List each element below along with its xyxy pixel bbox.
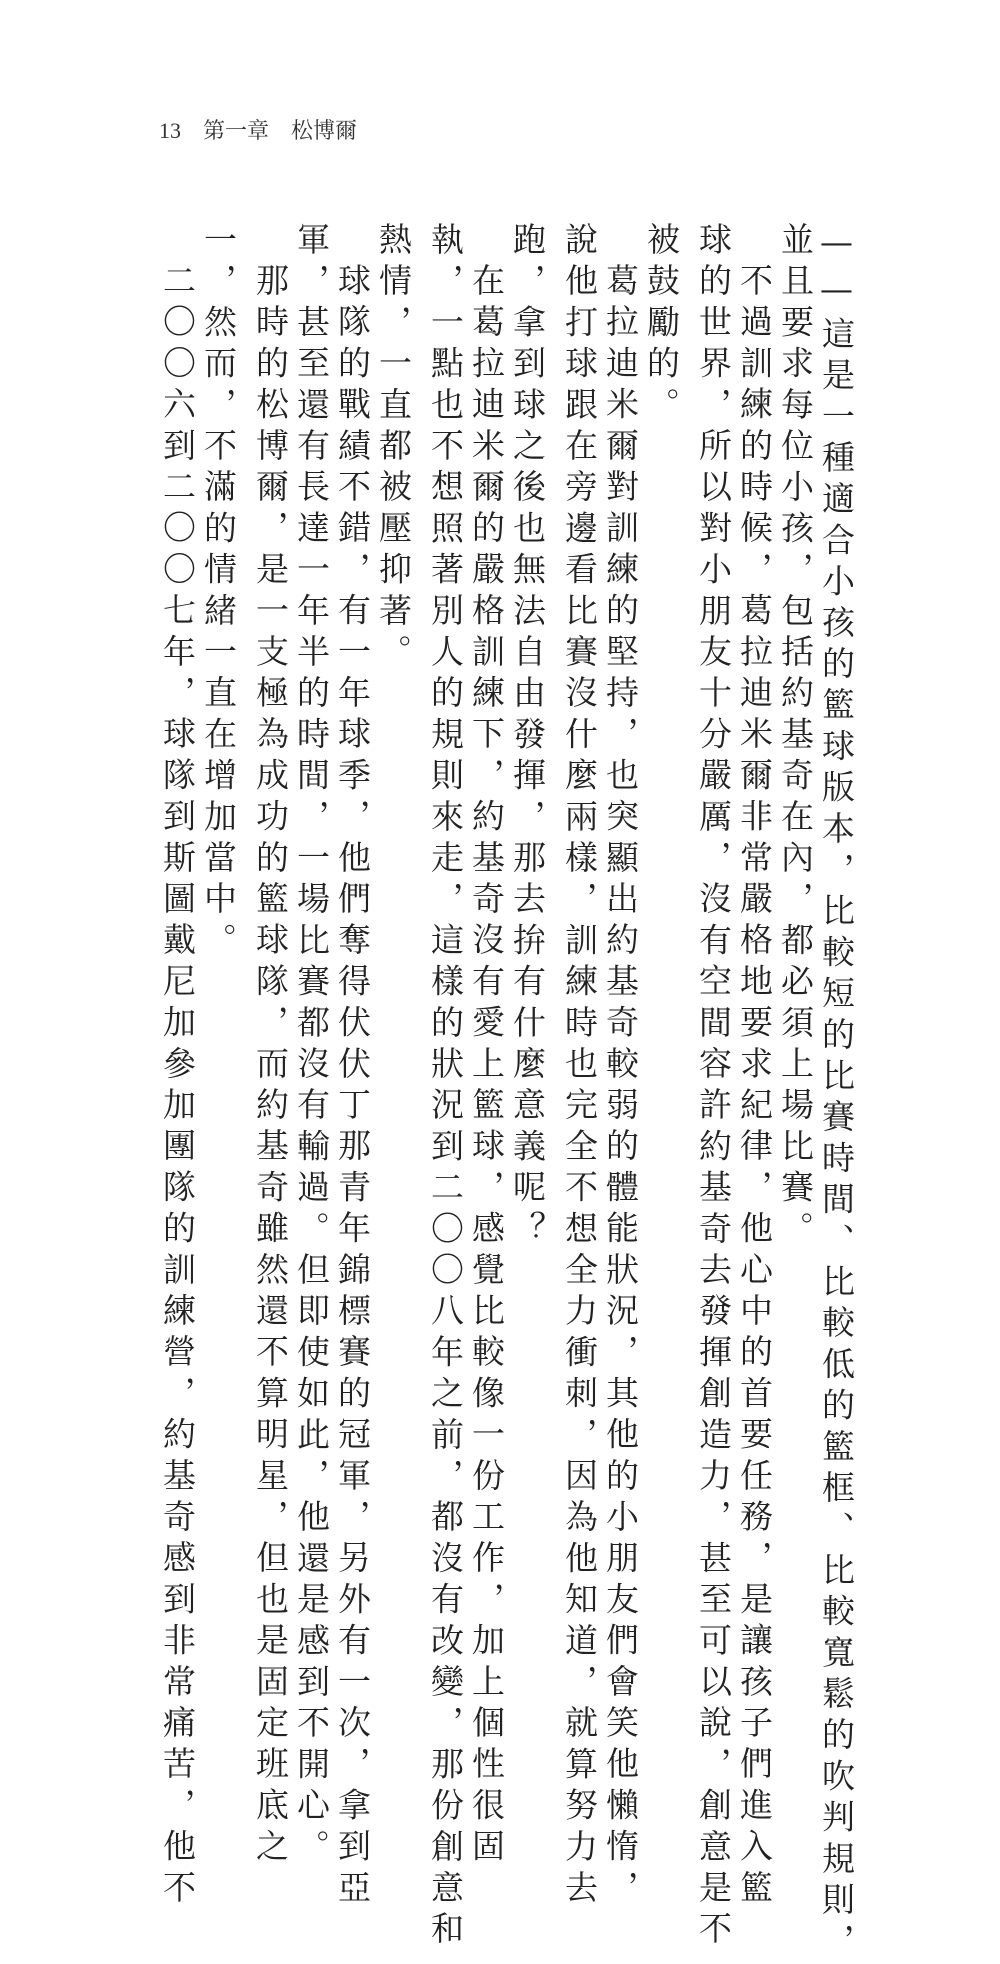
text-line: 在葛拉迪米爾的嚴格訓練下，約基奇沒有愛上籃球，感覺比較像一份工作，加上個性很固 xyxy=(467,263,506,1870)
text-line: 跑，拿到球之後也無法自由發揮，那去拚有什麼意義呢？ xyxy=(508,222,547,1252)
text-line: 球的世界，所以對小朋友十分嚴厲，沒有空間容許約基奇去發揮創造力，甚至可以說，創意是不 xyxy=(694,222,733,1953)
text-line: 執，一點也不想照著別人的規則來走，這樣的狀況到二〇〇八年之前，都沒有改變，那份創意和 xyxy=(426,222,465,1953)
text-line: 葛拉迪米爾對訓練的堅持，也突顯出約基奇較弱的體能狀況，其他的小朋友們會笑他懶惰， xyxy=(601,263,640,1911)
chapter-label: 第一章 xyxy=(203,118,270,143)
text-line: 並且要求每位小孩，包括約基奇在內，都必須上場比賽。 xyxy=(776,222,815,1252)
text-line: 不過訓練的時候，葛拉迪米爾非常嚴格地要求紀律，他心中的首要任務，是讓孩子們進入籃 xyxy=(735,263,774,1911)
text-line: 一，然而，不滿的情緒一直在增加當中。 xyxy=(199,222,238,964)
text-line: 球隊的戰績不錯，有一年球季，他們奪得伏伏丁那青年錦標賽的冠軍，另外有一次，拿到亞 xyxy=(333,263,372,1911)
paragraph-7 xyxy=(157,222,198,1911)
paragraph-5 xyxy=(291,222,373,1911)
paragraph-2 xyxy=(641,222,775,1953)
running-header xyxy=(148,88,379,145)
text-line: 二〇〇六到二〇〇七年，球隊到斯圖戴尼加參加團隊的訓練營，約基奇感到非常痛苦，他不 xyxy=(158,263,197,1911)
text-line: 軍，甚至還有長達一年半的時間，一場比賽都沒有輸過。但即使如此，他還是感到不開心。 xyxy=(292,222,331,1870)
chapter-title: 松博爾 xyxy=(291,118,358,143)
text-line: 被鼓勵的。 xyxy=(642,222,681,428)
text-line: 熱情，一直都被壓抑著。 xyxy=(374,222,413,676)
text-line: 說他打球跟在旁邊看比賽沒什麼兩樣，訓練時也完全不想全力衝刺，因為他知道，就算努力去 xyxy=(560,222,599,1912)
page-number: 13 xyxy=(159,118,181,143)
text-line: ——這是一種適合小孩的籃球版本，比較短的比賽時間、比較低的籃框、比較寬鬆的吹判規則， xyxy=(817,222,856,1964)
text-line: 那時的松博爾，是一支極為成功的籃球隊，而約基奇雖然還不算明星，但也是固定班底之 xyxy=(251,263,290,1870)
paragraph-6 xyxy=(198,222,291,1870)
paragraph-4 xyxy=(373,222,507,1953)
paragraph-1 xyxy=(775,222,857,1964)
vertical-body-text xyxy=(157,222,857,1964)
paragraph-3 xyxy=(507,222,641,1912)
